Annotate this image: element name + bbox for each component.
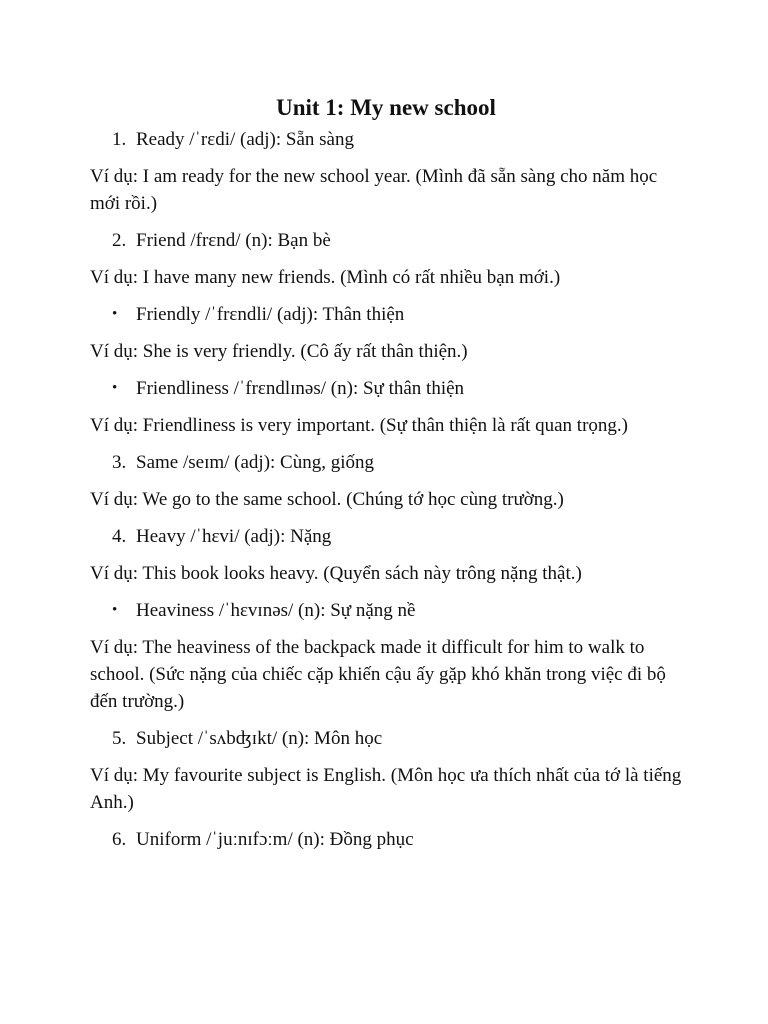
numbered-vocab-item: [90, 126, 682, 153]
example-sentence: Ví dụ: This book looks heavy. (Quyển sách này trông nặng thật.): [90, 563, 582, 584]
vocab-entry-text: Uniform /ˈjuːnɪfɔːm/ (n): Đồng phục: [136, 829, 414, 850]
bullet-vocab-item: [90, 375, 682, 402]
vocab-entry-text: Heavy /ˈhɛvi/ (adj): Nặng: [136, 526, 332, 547]
vocabulary-list: [90, 126, 682, 853]
vocab-entry-text: Subject /ˈsʌbʤɪkt/ (n): Môn học: [136, 728, 383, 749]
page-title: Unit 1: My new school: [276, 95, 496, 120]
numbered-vocab-item: [90, 826, 682, 853]
example-sentence: Ví dụ: She is very friendly. (Cô ấy rất thân thiện.): [90, 341, 468, 362]
vocab-entry-text: Friendliness /ˈfrɛndlɪnəs/ (n): Sự thân thiện: [136, 378, 465, 399]
bullet-vocab-item: [90, 597, 682, 624]
vocab-entry-text: Heaviness /ˈhɛvɪnəs/ (n): Sự nặng nề: [136, 600, 416, 621]
numbered-vocab-item: [90, 449, 682, 476]
example-sentence: Ví dụ: Friendliness is very important. (Sự thân thiện là rất quan trọng.): [90, 415, 628, 436]
document-page: [90, 93, 682, 863]
vocab-entry-text: Ready /ˈrɛdi/ (adj): Sẵn sàng: [136, 129, 354, 150]
numbered-vocab-item: [90, 227, 682, 254]
example-sentence: Ví dụ: I have many new friends. (Mình có rất nhiều bạn mới.): [90, 267, 561, 288]
vocab-entry-text: Friendly /ˈfrɛndli/ (adj): Thân thiện: [136, 304, 405, 325]
bullet-marker: •: [112, 306, 118, 322]
example-sentence: Ví dụ: The heaviness of the backpack made it difficult for him to walk to school. (Sức nặng của chiếc cặp khiến cậu ấy gặp khó khăn trong việc đi bộ đến trường.): [90, 637, 666, 712]
example-sentence: Ví dụ: We go to the same school. (Chúng tớ học cùng trường.): [90, 489, 564, 510]
vocab-entry-text: Friend /frɛnd/ (n): Bạn bè: [136, 230, 331, 251]
vocab-entry-text: Same /seɪm/ (adj): Cùng, giống: [136, 452, 375, 473]
bullet-vocab-item: [90, 301, 682, 328]
list-number: 1.: [112, 129, 127, 150]
bullet-marker: •: [112, 602, 118, 618]
bullet-marker: •: [112, 380, 118, 396]
numbered-vocab-item: [90, 725, 682, 752]
list-number: 2.: [112, 230, 127, 251]
list-number: 5.: [112, 728, 127, 749]
example-sentence: Ví dụ: My favourite subject is English. (Môn học ưa thích nhất của tớ là tiếng Anh.): [90, 765, 682, 813]
example-sentence: Ví dụ: I am ready for the new school year. (Mình đã sẵn sàng cho năm học mới rồi.): [90, 166, 658, 214]
list-number: 6.: [112, 829, 127, 850]
numbered-vocab-item: [90, 523, 682, 550]
list-number: 3.: [112, 452, 127, 473]
list-number: 4.: [112, 526, 127, 547]
